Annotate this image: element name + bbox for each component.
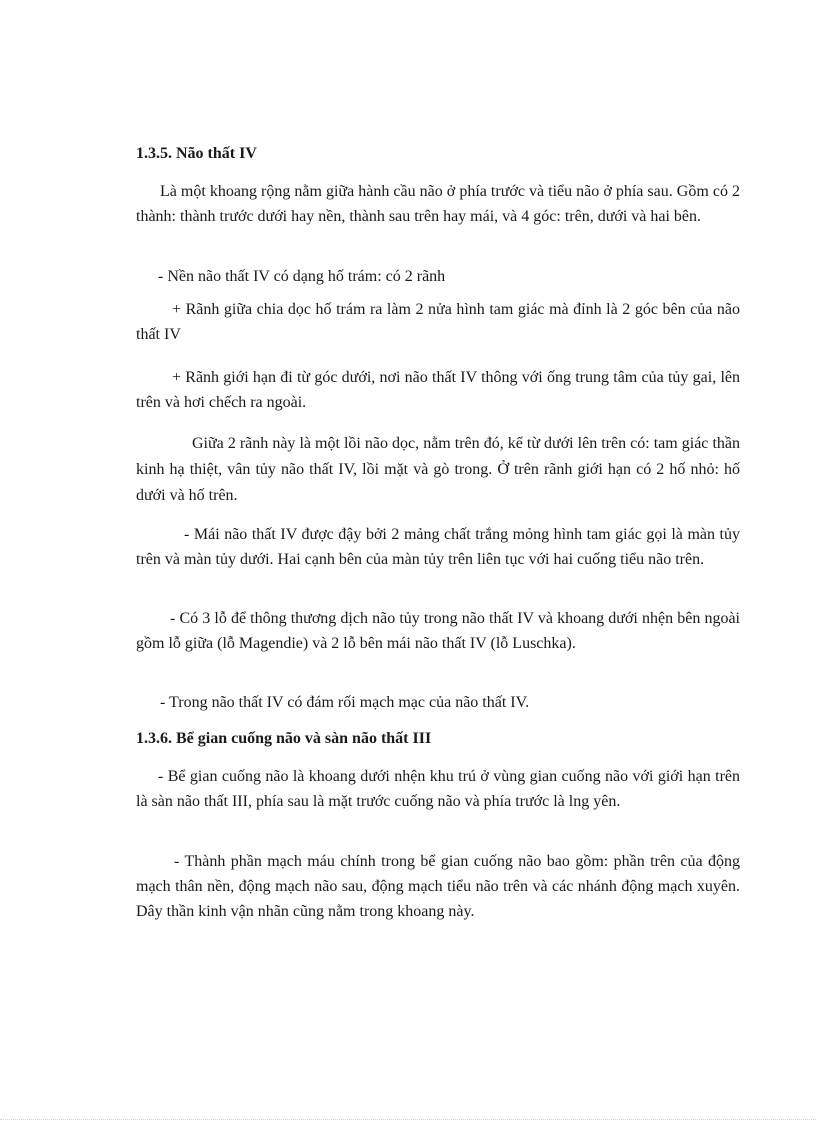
paragraph-vascular-components: - Thành phần mạch máu chính trong bể gian cuống não bao gồm: phần trên của động mạch thân nền, động mạch não sau, động mạch tiểu não trên và các nhánh động mạch xuyên. Dây thần kinh vận nhãn cũng nằm trong khoang này.: [136, 853, 740, 920]
paragraph-foramina: - Có 3 lỗ để thông thương dịch não tủy trong não thất IV và khoang dưới nhện bên ngoài gồm lỗ giữa (lỗ Magendie) và 2 lỗ bên mái não thất IV (lỗ Luschka).: [136, 610, 740, 652]
paragraph-fourth-ventricle-intro: Là một khoang rộng nằm giữa hành cầu não ở phía trước và tiểu não ở phía sau. Gồm có 2 thành: thành trước dưới hay nền, thành sau trên hay mái, và 4 góc: trên, dưới và hai bên.: [136, 183, 740, 225]
section-heading-1-3-6: 1.3.6. Bể gian cuống não và sàn não thất III: [136, 730, 432, 747]
paragraph-median-eminence: Giữa 2 rãnh này là một lồi não dọc, nằm trên đó, kể từ dưới lên trên có: tam giác thần kinh hạ thiệt, vân tủy não thất IV, lồi mặt và gò trong. Ở trên rãnh giới hạn có 2 hố nhỏ: hố dưới và hố trên.: [136, 435, 740, 504]
paragraph-limiting-sulcus: + Rãnh giới hạn đi từ góc dưới, nơi não thất IV thông với ống trung tâm của tủy gai, lên trên và hơi chếch ra ngoài.: [136, 369, 740, 411]
page-bottom-divider: [0, 1119, 816, 1120]
paragraph-floor-rhomboid: - Nền não thất IV có dạng hố trám: có 2 rãnh: [158, 268, 446, 285]
paragraph-roof: - Mái não thất IV được đậy bởi 2 mảng chất trắng mỏng hình tam giác gọi là màn tủy trên và màn tủy dưới. Hai cạnh bên của màn tủy trên liên tục với hai cuống tiểu não trên.: [136, 526, 740, 568]
paragraph-interpeduncular-cistern: - Bể gian cuống não là khoang dưới nhện khu trú ở vùng gian cuống não với giới hạn trên là sàn não thất III, phía sau là mặt trước cuống não và phía trước là lng yên.: [136, 768, 740, 810]
paragraph-median-sulcus: + Rãnh giữa chia dọc hố trám ra làm 2 nửa hình tam giác mà đỉnh là 2 góc bên của não thất IV: [136, 301, 740, 343]
paragraph-choroid-plexus: - Trong não thất IV có đám rối mạch mạc của não thất IV.: [160, 694, 530, 711]
section-heading-1-3-5: 1.3.5. Não thất IV: [136, 145, 257, 162]
